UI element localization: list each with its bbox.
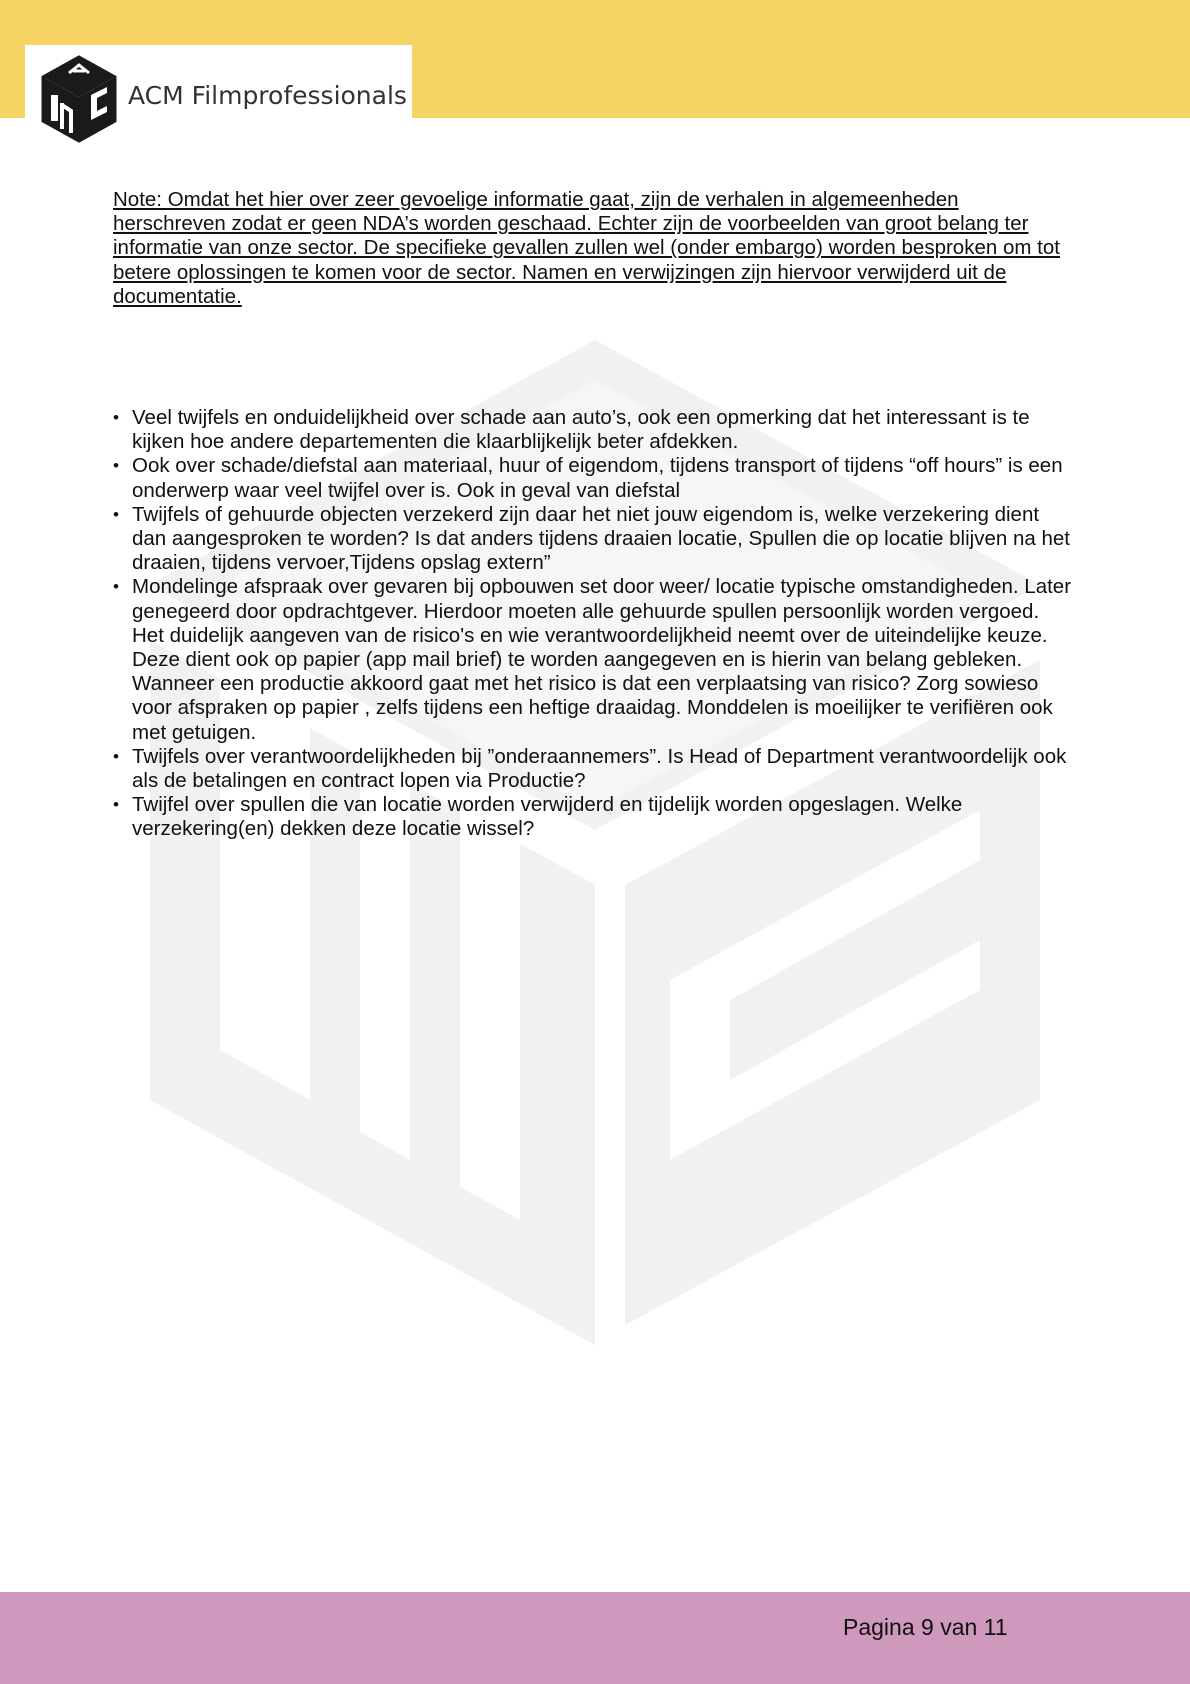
list-item: • Veel twijfels en onduidelijkheid over schade aan auto’s, ook een opmerking dat het interessant is te kijken hoe andere departementen die klaarblijkelijk beter afdekken. xyxy=(113,406,1073,454)
list-item: • Twijfels of gehuurde objecten verzekerd zijn daar het niet jouw eigendom is, welke verzekering dient dan aangesproken te worden? Is dat anders tijdens draaien locatie, Spullen die op locatie blijven na het draaien, tijdens vervoer,Tijdens opslag extern” xyxy=(113,503,1073,576)
brand-name: ACM Filmprofessionals xyxy=(128,81,407,110)
page-number: Pagina 9 van 11 xyxy=(843,1614,1008,1640)
acm-logo-icon xyxy=(39,55,119,143)
list-item: • Mondelinge afspraak over gevaren bij opbouwen set door weer/ locatie typische omstandigheden. Later genegeerd door opdrachtgever. Hierdoor moeten alle gehuurde spullen persoonlijk worden vergoed. Het duidelijk aangeven van de risico's en wie verantwoordelijkheid neemt over de uiteindelijke keuze. Deze dient ook op papier (app mail brief) te worden aangegeven en is hierin van belang gebleken. Wanneer een productie akkoord gaat met het risico is dat een verplaatsing van risico? Zorg sowieso voor afspraken op papier , zelfs tijdens een heftige draaidag. Monddelen is moeilijker te verifiëren ook met getuigen. xyxy=(113,575,1073,744)
footer-band xyxy=(0,1592,1190,1684)
concerns-list xyxy=(113,406,1073,842)
list-item: • Ook over schade/diefstal aan materiaal, huur of eigendom, tijdens transport of tijdens “off hours” is een onderwerp waar veel twijfel over is. Ook in geval van diefstal xyxy=(113,454,1073,502)
list-item: • Twijfel over spullen die van locatie worden verwijderd en tijdelijk worden opgeslagen. Welke verzekering(en) dekken deze locatie wissel? xyxy=(113,793,1073,841)
disclaimer-note: Note: Omdat het hier over zeer gevoelige informatie gaat, zijn de verhalen in algemeenheden herschreven zodat er geen NDA’s worden geschaad. Echter zijn de voorbeelden van groot belang ter informatie van onze sector. De specifieke gevallen zullen wel (onder embargo) worden besproken om tot betere oplossingen te komen voor de sector. Namen en verwijzingen zijn hiervoor verwijderd uit de documentatie. xyxy=(113,188,1060,308)
list-item: • Twijfels over verantwoordelijkheden bij ”onderaannemers”. Is Head of Department verantwoordelijk ook als de betalingen en contract lopen via Productie? xyxy=(113,745,1073,793)
logo xyxy=(25,45,412,155)
